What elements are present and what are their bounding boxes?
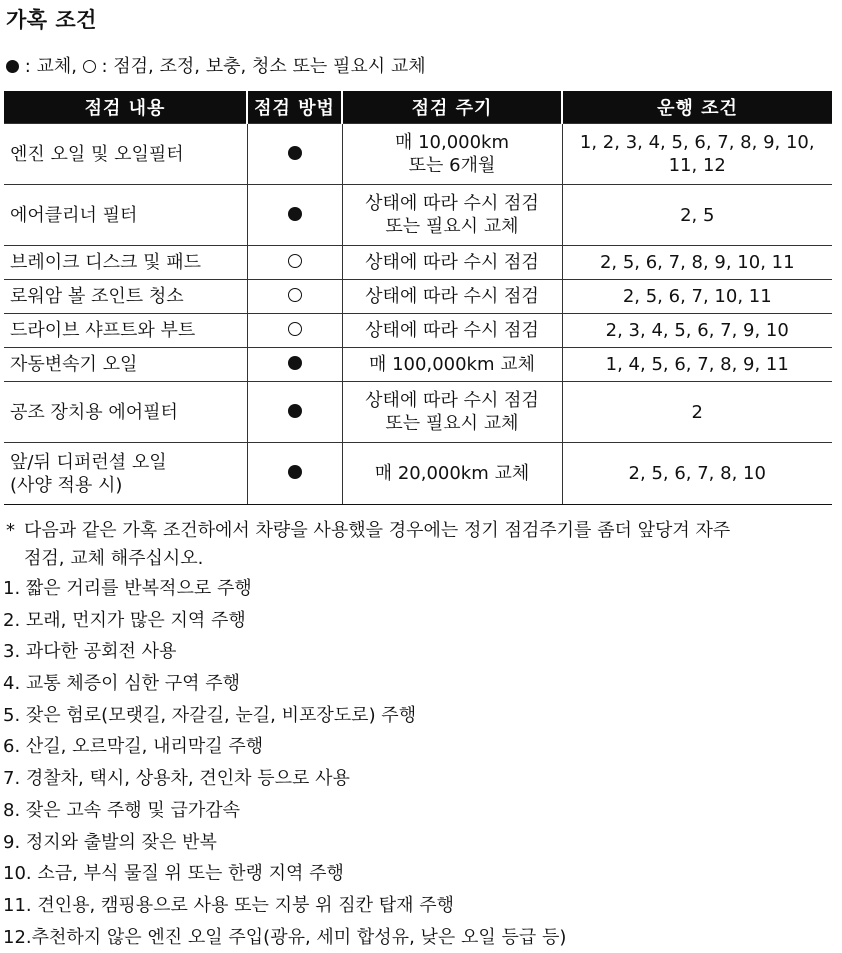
method-cell bbox=[247, 124, 342, 185]
conditions-cell: 2, 5 bbox=[562, 185, 832, 246]
table-row bbox=[4, 185, 832, 246]
list-item: 9. 정지와 출발의 잦은 반복 bbox=[3, 831, 217, 853]
inspect-mark-icon bbox=[288, 322, 302, 336]
interval-cell: 매 20,000km 교체 bbox=[342, 443, 562, 505]
inspect-mark-icon bbox=[288, 254, 302, 268]
table-row bbox=[4, 280, 832, 314]
table-row bbox=[4, 348, 832, 382]
method-cell bbox=[247, 348, 342, 382]
list-item: 10. 소금, 부식 물질 위 또는 한랭 지역 주행 bbox=[3, 863, 344, 885]
replace-mark-icon bbox=[288, 146, 302, 160]
conditions-cell: 2 bbox=[562, 382, 832, 443]
interval-cell: 상태에 따라 수시 점검 bbox=[342, 246, 562, 280]
maintenance-table bbox=[4, 91, 832, 505]
list-item: 7. 경찰차, 택시, 상용차, 견인차 등으로 사용 bbox=[3, 768, 350, 790]
method-cell bbox=[247, 382, 342, 443]
method-cell bbox=[247, 280, 342, 314]
conditions-cell: 1, 2, 3, 4, 5, 6, 7, 8, 9, 10, 11, 12 bbox=[562, 124, 832, 185]
item-cell: 드라이브 샤프트와 부트 bbox=[4, 314, 247, 348]
list-item: 2. 모래, 먼지가 많은 지역 주행 bbox=[3, 609, 246, 631]
interval-cell: 매 100,000km 교체 bbox=[342, 348, 562, 382]
item-cell: 로워암 볼 조인트 청소 bbox=[4, 280, 247, 314]
inspect-mark-icon bbox=[288, 288, 302, 302]
item-cell: 공조 장치용 에어필터 bbox=[4, 382, 247, 443]
item-cell: 브레이크 디스크 및 패드 bbox=[4, 246, 247, 280]
conditions-cell: 2, 5, 6, 7, 10, 11 bbox=[562, 280, 832, 314]
table-row bbox=[4, 246, 832, 280]
conditions-cell: 2, 5, 6, 7, 8, 10 bbox=[562, 443, 832, 505]
list-item: 4. 교통 체증이 심한 구역 주행 bbox=[3, 673, 241, 695]
conditions-cell: 1, 4, 5, 6, 7, 8, 9, 11 bbox=[562, 348, 832, 382]
method-cell bbox=[247, 314, 342, 348]
item-cell: 에어클리너 필터 bbox=[4, 185, 247, 246]
header-inspection-interval: 점검 주기 bbox=[342, 91, 562, 124]
list-item: 8. 잦은 고속 주행 및 급가감속 bbox=[3, 799, 241, 821]
replace-mark-icon bbox=[288, 356, 302, 370]
open-circle-icon bbox=[83, 60, 96, 73]
conditions-list bbox=[3, 573, 566, 953]
note-line-1: 다음과 같은 가혹 조건하에서 차량을 사용했을 경우에는 정기 점검주기를 좀더 앞당겨 자주 bbox=[24, 520, 731, 541]
note-line-2: 점검, 교체 해주십시오. bbox=[24, 548, 204, 569]
conditions-cell: 2, 3, 4, 5, 6, 7, 9, 10 bbox=[562, 314, 832, 348]
interval-cell: 매 10,000km 또는 6개월 bbox=[342, 124, 562, 185]
filled-circle-icon bbox=[6, 60, 19, 73]
table-row bbox=[4, 382, 832, 443]
conditions-cell: 2, 5, 6, 7, 8, 9, 10, 11 bbox=[562, 246, 832, 280]
interval-cell: 상태에 따라 수시 점검 bbox=[342, 314, 562, 348]
interval-cell: 상태에 따라 수시 점검 또는 필요시 교체 bbox=[342, 185, 562, 246]
item-cell: 자동변속기 오일 bbox=[4, 348, 247, 382]
method-cell bbox=[247, 443, 342, 505]
header-inspection-method: 점검 방법 bbox=[247, 91, 342, 124]
legend bbox=[6, 52, 426, 78]
method-cell bbox=[247, 246, 342, 280]
legend-replace-text: : 교체, bbox=[24, 56, 78, 77]
note-marker: * bbox=[6, 520, 15, 541]
replace-mark-icon bbox=[288, 207, 302, 221]
header-driving-conditions: 운행 조건 bbox=[562, 91, 832, 124]
table-row bbox=[4, 314, 832, 348]
replace-mark-icon bbox=[288, 465, 302, 479]
severe-conditions-note bbox=[6, 517, 836, 573]
list-item: 12.추천하지 않은 엔진 오일 주입(광유, 세미 합성유, 낮은 오일 등급 등) bbox=[3, 926, 567, 948]
list-item: 3. 과다한 공회전 사용 bbox=[3, 641, 177, 663]
list-item: 1. 짧은 거리를 반복적으로 주행 bbox=[3, 578, 252, 599]
item-cell: 앞/뒤 디퍼런셜 오일 (사양 적용 시) bbox=[4, 443, 247, 505]
interval-cell: 상태에 따라 수시 점검 또는 필요시 교체 bbox=[342, 382, 562, 443]
list-item: 6. 산길, 오르막길, 내리막길 주행 bbox=[3, 736, 264, 758]
table-row bbox=[4, 124, 832, 185]
list-item: 5. 잦은 험로(모랫길, 자갈길, 눈길, 비포장도로) 주행 bbox=[3, 704, 417, 726]
legend-inspect-text: : 점검, 조정, 보충, 청소 또는 필요시 교체 bbox=[101, 56, 426, 77]
table-row bbox=[4, 443, 832, 505]
replace-mark-icon bbox=[288, 404, 302, 418]
table-header-row bbox=[4, 91, 832, 124]
interval-cell: 상태에 따라 수시 점검 bbox=[342, 280, 562, 314]
page-title: 가혹 조건 bbox=[6, 8, 97, 32]
list-item: 11. 견인용, 캠핑용으로 사용 또는 지붕 위 짐칸 탑재 주행 bbox=[3, 894, 454, 916]
header-inspection-item: 점검 내용 bbox=[4, 91, 247, 124]
item-cell: 엔진 오일 및 오일필터 bbox=[4, 124, 247, 185]
method-cell bbox=[247, 185, 342, 246]
